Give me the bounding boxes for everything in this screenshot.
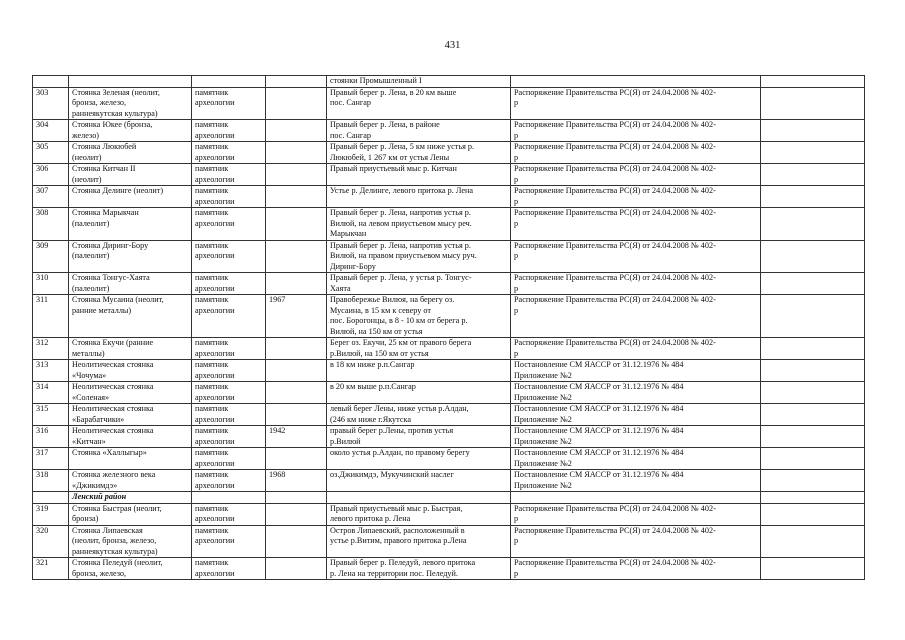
- cell-name: [69, 76, 192, 88]
- cell-name: Стоянка Китчан II (неолит): [69, 164, 192, 186]
- cell-number: 318: [33, 470, 69, 492]
- cell-category: памятник археологии: [192, 240, 266, 273]
- cell-location: в 20 км выше р.п.Сангар: [327, 382, 511, 404]
- cell-number: 320: [33, 525, 69, 558]
- cell-category: памятник археологии: [192, 164, 266, 186]
- cell-note: [761, 142, 865, 164]
- cell-year: [266, 208, 327, 241]
- cell-number: 304: [33, 120, 69, 142]
- cell-note: [761, 120, 865, 142]
- page-number: 431: [444, 40, 461, 51]
- cell-year: [266, 164, 327, 186]
- cell-location: около устья р.Алдан, по правому берегу: [327, 448, 511, 470]
- cell-note: [761, 186, 865, 208]
- cell-number: [33, 492, 69, 504]
- cell-year: [266, 142, 327, 164]
- table-row: [33, 338, 865, 360]
- cell-year: [266, 186, 327, 208]
- cell-document: Распоряжение Правительства РС(Я) от 24.04.2008 № 402- р: [511, 120, 761, 142]
- cell-name: Ленский район: [69, 492, 192, 504]
- cell-location: Правый берег р. Лена, в 20 км выше пос. Сангар: [327, 87, 511, 120]
- cell-location: оз.Джикимдэ, Мукучинский наслег: [327, 470, 511, 492]
- cell-note: [761, 164, 865, 186]
- cell-name: Стоянка «Халлыгыр»: [69, 448, 192, 470]
- cell-number: 316: [33, 426, 69, 448]
- cell-number: 314: [33, 382, 69, 404]
- cell-number: 305: [33, 142, 69, 164]
- cell-document: Постановление СМ ЯАССР от 31.12.1976 № 484 Приложение №2: [511, 360, 761, 382]
- cell-note: [761, 338, 865, 360]
- cell-name: Стоянка Юкее (бронза, железо): [69, 120, 192, 142]
- cell-document: Распоряжение Правительства РС(Я) от 24.04.2008 № 402- р: [511, 503, 761, 525]
- cell-category: памятник археологии: [192, 470, 266, 492]
- cell-name: Стоянка Липаевская (неолит, бронза, железо, раннеякутская культура): [69, 525, 192, 558]
- cell-location: левый берег Лены, ниже устья р.Алдан, (246 км ниже г.Якутска: [327, 404, 511, 426]
- cell-category: памятник археологии: [192, 338, 266, 360]
- cell-location: Правый берег р. Лена, в районе пос. Сангар: [327, 120, 511, 142]
- cell-note: [761, 448, 865, 470]
- table-row: [33, 426, 865, 448]
- cell-year: [266, 76, 327, 88]
- cell-category: памятник археологии: [192, 360, 266, 382]
- cell-location: Правый приустьевый мыс р. Китчан: [327, 164, 511, 186]
- cell-document: [511, 76, 761, 88]
- cell-location: стоянки Промышленный I: [327, 76, 511, 88]
- table-row: [33, 120, 865, 142]
- cell-location: Правый приустьевый мыс р. Быстрая, левого притока р. Лена: [327, 503, 511, 525]
- cell-number: 312: [33, 338, 69, 360]
- cell-name: Стоянка Быстрая (неолит, бронза): [69, 503, 192, 525]
- cell-year: [266, 240, 327, 273]
- cell-location: Остров Липаевский, расположенный в устье р.Витим, правого притока р.Лена: [327, 525, 511, 558]
- cell-note: [761, 492, 865, 504]
- cell-location: правый берег р.Лены, против устья р.Вилюй: [327, 426, 511, 448]
- table-row: [33, 87, 865, 120]
- cell-year: [266, 503, 327, 525]
- cell-location: Правый берег р. Лена, напротив устья р. Вилюй, на правом приустьевом мысу руч. Диринг-Бору: [327, 240, 511, 273]
- cell-number: [33, 76, 69, 88]
- cell-number: 321: [33, 558, 69, 580]
- cell-location: Берег оз. Екучи, 25 км от правого берега р.Вилюй, на 150 км от устья: [327, 338, 511, 360]
- cell-location: [327, 492, 511, 504]
- cell-category: памятник археологии: [192, 273, 266, 295]
- cell-name: Неолитическая стоянка «Соленая»: [69, 382, 192, 404]
- cell-year: [266, 448, 327, 470]
- cell-document: Постановление СМ ЯАССР от 31.12.1976 № 484 Приложение №2: [511, 382, 761, 404]
- table-row: [33, 448, 865, 470]
- cell-document: Распоряжение Правительства РС(Я) от 24.04.2008 № 402- р: [511, 240, 761, 273]
- cell-note: [761, 426, 865, 448]
- cell-name: Неолитическая стоянка «Чочума»: [69, 360, 192, 382]
- cell-category: памятник археологии: [192, 558, 266, 580]
- cell-year: [266, 120, 327, 142]
- cell-note: [761, 240, 865, 273]
- cell-number: 317: [33, 448, 69, 470]
- cell-category: памятник археологии: [192, 120, 266, 142]
- cell-number: 313: [33, 360, 69, 382]
- cell-year: 1942: [266, 426, 327, 448]
- cell-year: [266, 525, 327, 558]
- cell-number: 309: [33, 240, 69, 273]
- cell-location: Правобережье Вилюя, на берегу оз. Мусаина, в 15 км к северу от пос. Борогонцы, в 8 - 10 км от берега р. Вилюй, на 150 км от устья: [327, 295, 511, 338]
- cell-category: памятник археологии: [192, 295, 266, 338]
- cell-category: [192, 492, 266, 504]
- cell-document: Постановление СМ ЯАССР от 31.12.1976 № 484 Приложение №2: [511, 404, 761, 426]
- cell-category: памятник археологии: [192, 87, 266, 120]
- cell-document: Постановление СМ ЯАССР от 31.12.1976 № 484 Приложение №2: [511, 426, 761, 448]
- cell-year: [266, 360, 327, 382]
- cell-year: [266, 338, 327, 360]
- cell-number: 310: [33, 273, 69, 295]
- table-row: [33, 360, 865, 382]
- cell-document: Распоряжение Правительства РС(Я) от 24.04.2008 № 402- р: [511, 142, 761, 164]
- table-row: [33, 382, 865, 404]
- cell-note: [761, 295, 865, 338]
- table-row: [33, 240, 865, 273]
- cell-year: 1968: [266, 470, 327, 492]
- cell-document: Постановление СМ ЯАССР от 31.12.1976 № 484 Приложение №2: [511, 448, 761, 470]
- cell-document: Постановление СМ ЯАССР от 31.12.1976 № 484 Приложение №2: [511, 470, 761, 492]
- cell-year: [266, 492, 327, 504]
- cell-name: Стоянка железного века «Джикимдэ»: [69, 470, 192, 492]
- cell-year: 1967: [266, 295, 327, 338]
- cell-category: памятник археологии: [192, 525, 266, 558]
- cell-year: [266, 404, 327, 426]
- cell-name: Стоянка Мусаина (неолит, ранние металлы): [69, 295, 192, 338]
- cell-location: Правый берег р. Лена, 5 км ниже устья р. Люкюбей, 1 267 км от устья Лены: [327, 142, 511, 164]
- cell-name: Стоянка Пеледуй (неолит, бронза, железо,: [69, 558, 192, 580]
- cell-location: Устье р. Делинге, левого притока р. Лена: [327, 186, 511, 208]
- cell-category: памятник археологии: [192, 426, 266, 448]
- cell-number: 315: [33, 404, 69, 426]
- cell-document: Распоряжение Правительства РС(Я) от 24.04.2008 № 402- р: [511, 164, 761, 186]
- cell-note: [761, 208, 865, 241]
- table-row: [33, 164, 865, 186]
- cell-document: Распоряжение Правительства РС(Я) от 24.04.2008 № 402- р: [511, 525, 761, 558]
- cell-note: [761, 76, 865, 88]
- table-row: [33, 558, 865, 580]
- cell-year: [266, 558, 327, 580]
- cell-document: Распоряжение Правительства РС(Я) от 24.04.2008 № 402- р: [511, 558, 761, 580]
- cell-location: Правый берег р. Пеледуй, левого притока р. Лена на территории пос. Пеледуй.: [327, 558, 511, 580]
- cell-document: Распоряжение Правительства РС(Я) от 24.04.2008 № 402- р: [511, 208, 761, 241]
- table-row: [33, 470, 865, 492]
- cell-document: [511, 492, 761, 504]
- cell-name: Стоянка Екучи (ранние металлы): [69, 338, 192, 360]
- section-row: [33, 492, 865, 504]
- cell-location: Правый берег р. Лена, напротив устья р. Вилюй, на левом приустьевом мысу реч. Марыкчан: [327, 208, 511, 241]
- table-row: [33, 142, 865, 164]
- cell-category: [192, 76, 266, 88]
- cell-document: Распоряжение Правительства РС(Я) от 24.04.2008 № 402- р: [511, 87, 761, 120]
- cell-category: памятник археологии: [192, 142, 266, 164]
- cell-note: [761, 273, 865, 295]
- cell-category: памятник археологии: [192, 404, 266, 426]
- cell-document: Распоряжение Правительства РС(Я) от 24.04.2008 № 402- р: [511, 273, 761, 295]
- cell-category: памятник археологии: [192, 208, 266, 241]
- cell-number: 307: [33, 186, 69, 208]
- cell-year: [266, 273, 327, 295]
- cell-number: 306: [33, 164, 69, 186]
- cell-document: Распоряжение Правительства РС(Я) от 24.04.2008 № 402- р: [511, 295, 761, 338]
- table-row: [33, 404, 865, 426]
- cell-note: [761, 360, 865, 382]
- table-row: [33, 186, 865, 208]
- cell-name: Стоянка Марыкчан (палеолит): [69, 208, 192, 241]
- cell-name: Стоянка Зеленая (неолит, бронза, железо, раннеякутская культура): [69, 87, 192, 120]
- cell-note: [761, 558, 865, 580]
- cell-category: памятник археологии: [192, 503, 266, 525]
- cell-name: Неолитическая стоянка «Китчан»: [69, 426, 192, 448]
- table-row: [33, 503, 865, 525]
- table-row: [33, 273, 865, 295]
- cell-name: Стоянка Делинге (неолит): [69, 186, 192, 208]
- cell-year: [266, 382, 327, 404]
- cell-name: Неолитическая стоянка «Барабатчики»: [69, 404, 192, 426]
- cell-note: [761, 382, 865, 404]
- cell-name: Стоянка Тонгус-Хаята (палеолит): [69, 273, 192, 295]
- cell-note: [761, 503, 865, 525]
- cell-number: 311: [33, 295, 69, 338]
- table-row: [33, 525, 865, 558]
- cell-note: [761, 404, 865, 426]
- cell-note: [761, 470, 865, 492]
- cell-category: памятник археологии: [192, 186, 266, 208]
- cell-name: Стоянка Люкюбей (неолит): [69, 142, 192, 164]
- cell-document: Распоряжение Правительства РС(Я) от 24.04.2008 № 402- р: [511, 338, 761, 360]
- cell-category: памятник археологии: [192, 448, 266, 470]
- table-row: [33, 295, 865, 338]
- cell-year: [266, 87, 327, 120]
- cell-location: в 18 км ниже р.п.Сангар: [327, 360, 511, 382]
- cell-number: 319: [33, 503, 69, 525]
- cell-document: Распоряжение Правительства РС(Я) от 24.04.2008 № 402- р: [511, 186, 761, 208]
- cell-note: [761, 525, 865, 558]
- cell-number: 308: [33, 208, 69, 241]
- table-row: [33, 76, 865, 88]
- cell-name: Стоянка Диринг-Бору (палеолит): [69, 240, 192, 273]
- cell-note: [761, 87, 865, 120]
- cell-number: 303: [33, 87, 69, 120]
- table-row: [33, 208, 865, 241]
- monuments-table: [32, 75, 865, 580]
- cell-category: памятник археологии: [192, 382, 266, 404]
- cell-location: Правый берег р. Лена, у устья р. Тонгус- Хаята: [327, 273, 511, 295]
